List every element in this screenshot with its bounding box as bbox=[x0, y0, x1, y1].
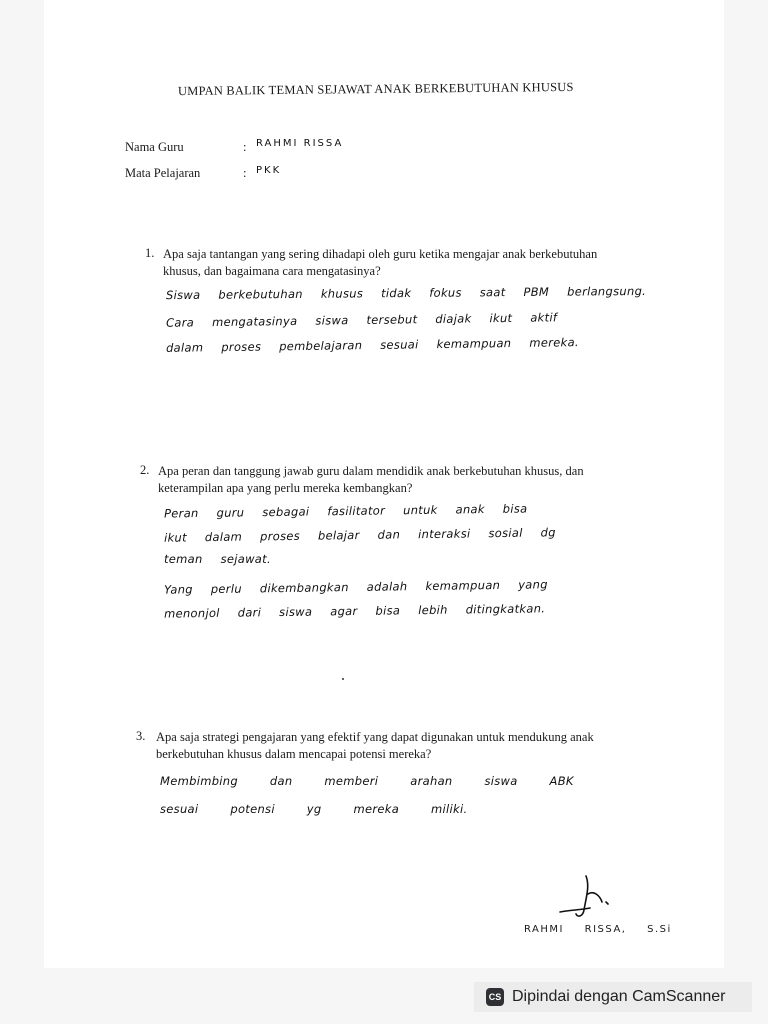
answer-1-line-2: Cara mengatasinya siswa tersebut diajak ikut aktif bbox=[165, 310, 558, 330]
question-1-number: 1. bbox=[145, 246, 155, 260]
answer-1-line-3: dalam proses pembelajaran sesuai kemampuan mereka. bbox=[165, 335, 579, 355]
handwritten-signature bbox=[556, 872, 626, 922]
answer-1-line-1: Siswa berkebutuhan khusus tidak fokus saat PBM berlangsung. bbox=[165, 283, 647, 303]
paper-speck bbox=[342, 678, 344, 680]
signature-name: RAHMI RISSA, S.Si bbox=[524, 924, 672, 935]
nama-guru-label: Nama Guru bbox=[125, 140, 184, 154]
camscanner-text: Dipindai dengan CamScanner bbox=[512, 988, 726, 1005]
answer-2-line-4: Yang perlu dikembangkan adalah kemampuan yang bbox=[163, 577, 548, 597]
document-title: UMPAN BALIK TEMAN SEJAWAT ANAK BERKEBUTUHAN KHUSUS bbox=[177, 79, 574, 99]
mata-pelajaran-colon: : bbox=[243, 166, 247, 180]
mata-pelajaran-label: Mata Pelajaran bbox=[125, 166, 201, 180]
answer-2-line-5: menonjol dari siswa agar bisa lebih ditingkatkan. bbox=[163, 601, 546, 621]
nama-guru-value: RAHMI RISSA bbox=[256, 138, 344, 149]
mata-pelajaran-value: PKK bbox=[256, 165, 282, 176]
answer-2-line-1: Peran guru sebagai fasilitator untuk anak bisa bbox=[163, 501, 528, 521]
camscanner-badge bbox=[474, 982, 752, 1012]
question-3-number: 3. bbox=[136, 729, 146, 743]
question-2-text: Apa peran dan tanggung jawab guru dalam mendidik anak berkebutuhan khusus, dan keterampilan apa yang perlu mereka kembangkan? bbox=[158, 464, 584, 495]
question-3-text: Apa saja strategi pengajaran yang efektif yang dapat digunakan untuk mendukung anak berkebutuhan khusus dalam mencapai potensi mereka? bbox=[156, 730, 594, 761]
nama-guru-colon: : bbox=[243, 140, 247, 154]
answer-3-line-2: sesuai potensi yg mereka miliki. bbox=[160, 802, 468, 816]
answer-2-line-3: teman sejawat. bbox=[164, 552, 271, 566]
question-2-number: 2. bbox=[140, 463, 150, 477]
question-1-text: Apa saja tantangan yang sering dihadapi oleh guru ketika mengajar anak berkebutuhan khusus, dan bagaimana cara mengatasinya? bbox=[163, 247, 598, 278]
answer-3-line-1: Membimbing dan memberi arahan siswa ABK bbox=[160, 774, 574, 788]
camscanner-logo-icon: CS bbox=[486, 988, 504, 1006]
answer-2-line-2: ikut dalam proses belajar dan interaksi sosial dg bbox=[163, 525, 556, 545]
